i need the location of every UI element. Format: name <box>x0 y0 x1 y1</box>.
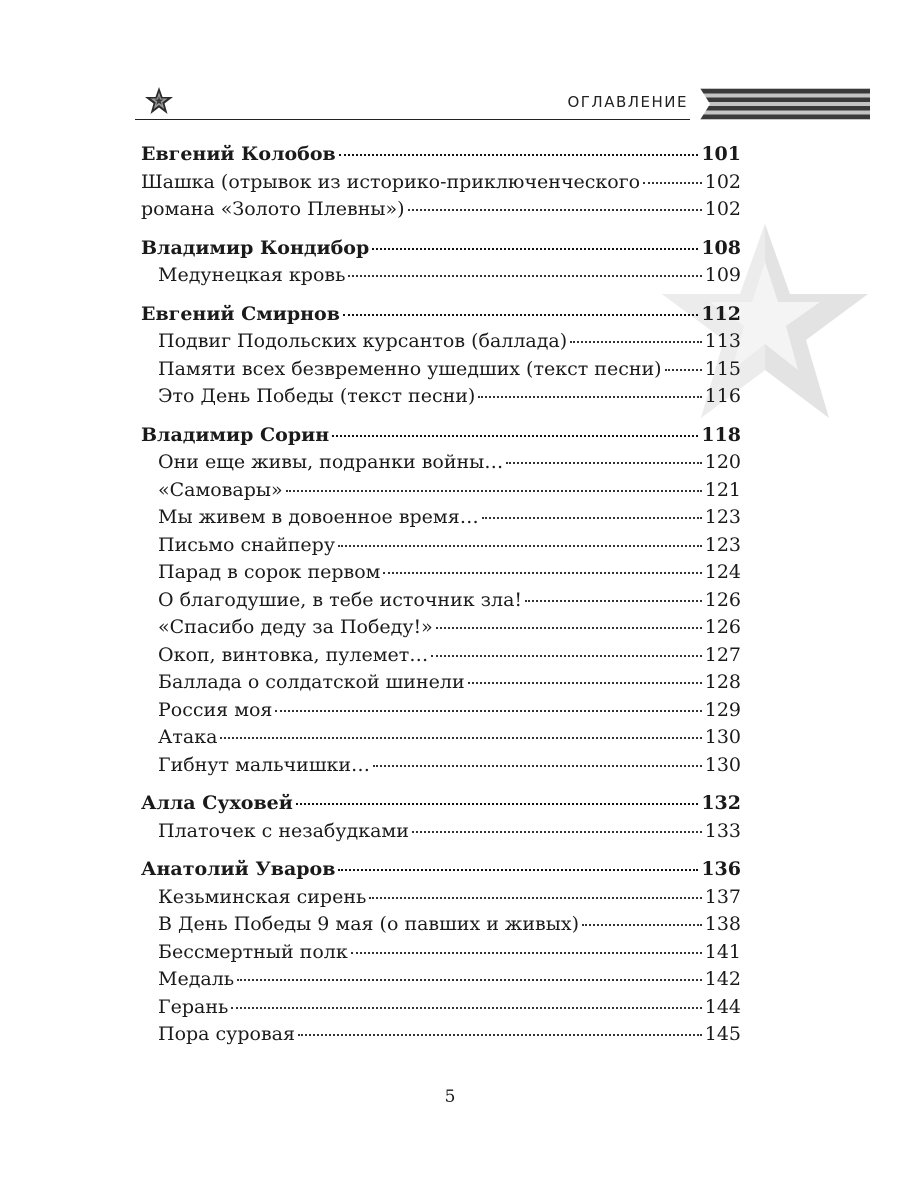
toc-work-entry-title: Гибнут мальчишки… <box>158 753 371 776</box>
leader-dots <box>332 415 698 437</box>
toc-work-entry[interactable] <box>141 193 741 221</box>
toc-author-entry-title: Алла Суховей <box>141 792 293 814</box>
leader-dots <box>220 717 701 739</box>
toc-work-entry[interactable] <box>141 259 741 287</box>
toc-author-entry-page: 136 <box>701 858 741 880</box>
toc-work-entry-page: 130 <box>704 726 741 748</box>
leader-dots <box>339 134 699 156</box>
toc-work-entry-page: 141 <box>704 940 741 963</box>
star-icon <box>144 86 174 116</box>
leader-dots <box>468 662 702 684</box>
toc-work-entry-page: 123 <box>704 506 741 528</box>
leader-dots <box>237 959 702 981</box>
toc-work-entry-title: Герань <box>158 995 229 1018</box>
toc-author-entry-page: 112 <box>701 302 741 325</box>
toc-work-entry-page: 137 <box>704 885 741 908</box>
toc-work-entry[interactable] <box>141 1018 741 1046</box>
leader-dots <box>369 877 701 899</box>
toc-section <box>141 419 741 777</box>
leader-dots <box>343 294 698 316</box>
leader-dots <box>482 497 702 519</box>
leader-dots <box>298 1014 702 1036</box>
toc-work-entry-page: 123 <box>704 533 741 556</box>
page-number: 5 <box>444 1087 456 1107</box>
toc-work-entry[interactable] <box>141 749 741 777</box>
toc-author-entry-title: Анатолий Уваров <box>141 858 336 880</box>
toc-work-entry-title: Медунецкая кровь <box>158 264 346 286</box>
header-divider <box>135 119 690 120</box>
toc-work-entry-title: Бессмертный полк <box>158 940 348 963</box>
toc-work-entry-page: 102 <box>704 170 741 193</box>
toc-work-entry-page: 102 <box>704 198 741 220</box>
leader-dots <box>338 849 698 871</box>
toc-work-entry-page: 113 <box>704 330 741 352</box>
toc-work-entry-page: 128 <box>704 671 741 693</box>
toc-author-entry-page: 118 <box>701 423 741 446</box>
toc-author-entry-page: 101 <box>701 143 741 165</box>
toc-work-entry-page: 145 <box>704 1023 741 1045</box>
toc-work-entry-page: 130 <box>704 753 741 776</box>
toc-work-entry-title: «Самовары» <box>158 478 283 501</box>
toc-work-entry-title: Они еще живы, подранки войны… <box>158 451 504 473</box>
toc-section <box>141 853 741 1046</box>
leader-dots <box>373 745 702 767</box>
page-header <box>0 0 900 130</box>
leader-dots <box>643 162 702 184</box>
toc-work-entry-title: Пора суровая <box>158 1023 295 1045</box>
toc-author-entry-title: Владимир Кондибор <box>141 236 370 259</box>
section-title: ОГЛАВЛЕНИЕ <box>567 93 688 111</box>
toc-work-entry-title: романа «Золото Плевны») <box>141 198 405 220</box>
toc-author-entry-page: 108 <box>701 236 741 259</box>
toc-author-entry-title: Евгений Смирнов <box>141 302 340 325</box>
toc-work-entry-title: Баллада о солдатской шинели <box>158 671 465 693</box>
leader-dots <box>372 228 698 250</box>
toc-work-entry-page: 116 <box>704 385 741 407</box>
toc-work-entry-page: 109 <box>704 264 741 286</box>
toc-work-entry-title: Письмо снайперу <box>158 533 336 556</box>
toc-work-entry-title: «Спасибо деду за Победу!» <box>158 616 433 638</box>
toc-work-entry-page: 142 <box>704 968 741 990</box>
toc-work-entry-title: О благодушие, в тебе источник зла! <box>158 588 523 611</box>
leader-dots <box>582 904 702 926</box>
toc-work-entry-page: 115 <box>704 357 741 380</box>
toc-work-entry-title: Окоп, винтовка, пулемет… <box>158 643 429 666</box>
toc-section <box>141 787 741 842</box>
leader-dots <box>231 987 701 1009</box>
table-of-contents <box>141 138 741 1057</box>
toc-work-entry-title: Это День Победы (текст песни) <box>158 385 476 407</box>
toc-author-entry-title: Евгений Колобов <box>141 143 336 165</box>
leader-dots <box>478 376 701 398</box>
toc-work-entry[interactable] <box>141 815 741 843</box>
toc-work-entry[interactable] <box>141 325 741 353</box>
toc-work-entry-page: 126 <box>704 616 741 638</box>
toc-work-entry-title: В День Победы 9 мая (о павших и живых) <box>158 913 580 935</box>
leader-dots <box>436 607 702 629</box>
toc-work-entry-title: Кезьминская сирень <box>158 885 367 908</box>
toc-work-entry-page: 126 <box>704 588 741 611</box>
leader-dots <box>431 635 701 657</box>
toc-work-entry-page: 144 <box>704 995 741 1018</box>
leader-dots <box>665 349 702 371</box>
toc-work-entry-title: Памяти всех безвременно ушедших (текст песни) <box>158 357 662 380</box>
toc-work-entry[interactable] <box>141 380 741 408</box>
toc-section <box>141 232 741 287</box>
leader-dots <box>348 255 701 277</box>
toc-work-entry-title: Платочек с незабудками <box>158 819 409 842</box>
leader-dots <box>408 189 702 211</box>
leader-dots <box>296 783 698 805</box>
toc-work-entry-page: 129 <box>704 698 741 721</box>
toc-section <box>141 298 741 408</box>
leader-dots <box>286 470 702 492</box>
toc-work-entry-page: 120 <box>704 451 741 473</box>
toc-work-entry-title: Россия моя <box>158 698 273 721</box>
toc-work-entry-title: Мы живем в довоенное время… <box>158 506 479 528</box>
toc-author-entry-title: Владимир Сорин <box>141 423 330 446</box>
st-george-ribbon-icon <box>700 88 870 120</box>
toc-section <box>141 138 741 221</box>
toc-work-entry-page: 138 <box>704 913 741 935</box>
toc-work-entry-page: 124 <box>704 561 741 583</box>
leader-dots <box>275 690 701 712</box>
toc-work-entry-title: Шашка (отрывок из историко-приключенческого <box>141 170 641 193</box>
leader-dots <box>351 932 702 954</box>
toc-work-entry-title: Медаль <box>158 968 235 990</box>
toc-work-entry-title: Парад в сорок первом <box>158 561 381 583</box>
leader-dots <box>506 442 701 464</box>
leader-dots <box>412 811 702 833</box>
leader-dots <box>570 321 702 343</box>
leader-dots <box>338 525 702 547</box>
toc-work-entry-page: 121 <box>704 478 741 501</box>
toc-work-entry-title: Подвиг Подольских курсантов (баллада) <box>158 330 568 352</box>
leader-dots <box>383 552 701 574</box>
toc-author-entry-page: 132 <box>701 792 741 814</box>
toc-work-entry-page: 133 <box>704 819 741 842</box>
toc-work-entry-title: Атака <box>158 726 218 748</box>
leader-dots <box>525 580 702 602</box>
toc-work-entry-page: 127 <box>704 643 741 666</box>
